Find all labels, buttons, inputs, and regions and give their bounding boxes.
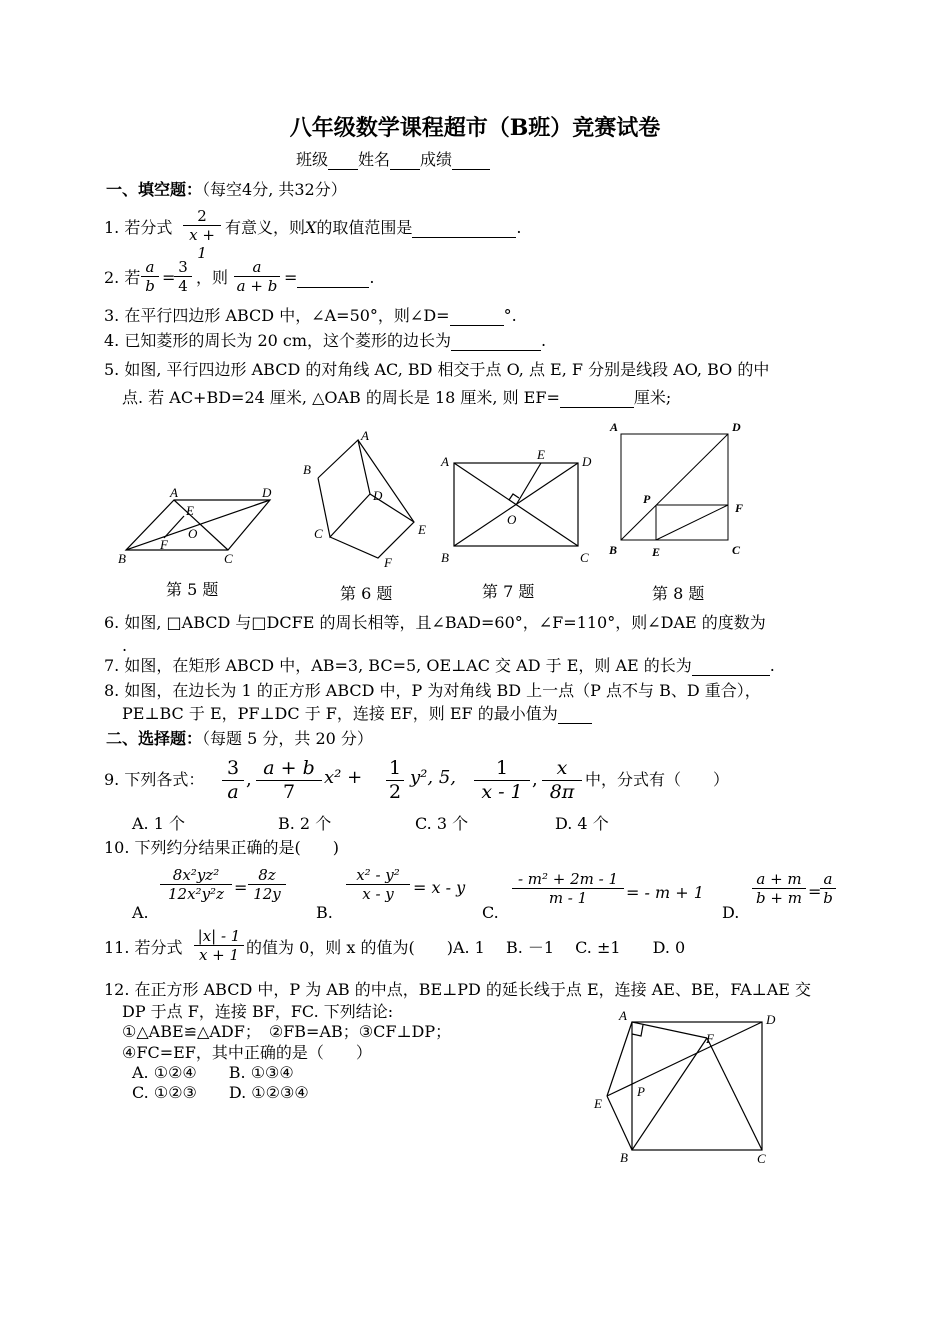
q9-expr-one-half: $\frac{1}{2}$ <box>386 757 404 804</box>
figure-8-labels <box>608 420 743 559</box>
q10-option-b-rhs: = x - y <box>413 878 466 897</box>
question-8-line1: 8. 如图，在边长为 1 的正方形 ABCD 中，P 为对角线 BD 上一点（P 点不与 B、D 重合）， <box>104 681 761 700</box>
svg-text:B: B <box>118 551 126 566</box>
question-9-post: 中，分式有（ ） <box>585 770 730 789</box>
class-label: 班级 <box>296 150 329 169</box>
q7-answer-blank[interactable] <box>692 659 770 676</box>
figure-12 <box>607 1022 762 1150</box>
fig5-diagonal-ac <box>174 500 228 550</box>
fig12-right-angle <box>632 1025 643 1036</box>
svg-text:F: F <box>735 501 744 515</box>
fig7-line-oe <box>516 463 541 505</box>
fig7-right-angle <box>509 494 519 500</box>
svg-text:D: D <box>766 1012 776 1027</box>
svg-text:A: A <box>610 420 619 434</box>
question-6-line1: 6. 如图, □ABCD 与□DCFE 的周长相等，且∠BAD=60°，∠F=110°，则∠DAE 的度数为 <box>104 613 766 632</box>
caption-figure-5: 第 5 题 <box>166 580 219 599</box>
fig6-parallelogram-dcfe <box>330 440 414 558</box>
q2-answer-line: = . <box>284 268 375 287</box>
figure-12-labels <box>593 1008 776 1166</box>
svg-text:E: E <box>537 447 545 462</box>
q2-equals: = <box>162 268 176 287</box>
svg-text:C: C <box>732 543 741 557</box>
fig12-line-af <box>632 1022 707 1038</box>
question-9-pre: 9. 下列各式： <box>104 770 205 789</box>
svg-text:C: C <box>580 550 589 565</box>
q9-option-d[interactable]: D. 4 个 <box>555 814 609 833</box>
q9-option-c[interactable]: C. 3 个 <box>415 814 469 833</box>
q10-option-c-lhs: $\frac{\text{- m² + 2m - 1}}{m - 1}$ <box>512 870 624 907</box>
question-8-line2: PE⊥BC 于 E，PF⊥DC 于 F，连接 EF，则 EF 的最小值为 <box>122 704 592 724</box>
q10-option-b-lhs: $\frac{\text{x² - y²}}{x - y}$ <box>346 866 410 903</box>
q9-option-a[interactable]: A. 1 个 <box>132 814 185 833</box>
question-5-line1: 5. 如图, 平行四边形 ABCD 的对角线 AC, BD 相交于点 O, 点 E, F 分别是线段 AO, BO 的中 <box>104 360 770 379</box>
q9-expr-x-squared: x² + <box>324 767 363 788</box>
q9-option-b[interactable]: B. 2 个 <box>278 814 332 833</box>
q2-fraction-a-over-a-plus-b: $\frac{a}{a + b}$ <box>234 258 280 295</box>
fig12-line-cf <box>707 1038 762 1150</box>
fig12-square <box>632 1022 762 1150</box>
svg-text:E: E <box>186 503 194 518</box>
question-11-pre: 11. 若分式 <box>104 938 183 957</box>
question-4: 4. 已知菱形的周长为 20 cm，这个菱形的边长为 . <box>104 331 547 350</box>
svg-text:E: E <box>594 1096 602 1111</box>
svg-text:F: F <box>706 1031 714 1046</box>
svg-text:O: O <box>188 526 198 541</box>
svg-text:D: D <box>732 420 741 434</box>
caption-figure-7: 第 7 题 <box>482 582 535 601</box>
q9-expr-3-over-a: $\frac{3}{a}$ <box>222 757 244 804</box>
svg-text:E: E <box>652 545 661 559</box>
svg-text:B: B <box>620 1150 628 1165</box>
svg-text:C: C <box>757 1151 766 1166</box>
q10-option-c-rhs: = - m + 1 <box>626 883 704 902</box>
section1-heading: 一、填空题：（每空4分, 共32分） <box>106 180 347 199</box>
q9-expr-1-over-x-minus-1: $\frac{1}{x - 1}$ <box>474 757 530 804</box>
svg-text:A: A <box>170 485 178 500</box>
svg-text:D: D <box>262 485 272 500</box>
figure-7 <box>454 463 578 546</box>
q10-option-d-lhs: $\frac{a + m}{b + m}$ <box>752 870 806 907</box>
svg-text:B: B <box>303 462 311 477</box>
question-2-pre: 2. 若 <box>104 268 141 287</box>
q12-options-ab[interactable]: A. ①②④ B. ①③④ <box>132 1063 294 1082</box>
figure-8 <box>621 434 728 540</box>
caption-figure-6: 第 6 题 <box>340 584 393 603</box>
q9-expr-x-over-8pi: $\frac{x}{8\pi}$ <box>542 757 582 804</box>
q10-option-d-label[interactable]: D. <box>722 903 740 922</box>
svg-text:B: B <box>609 543 618 557</box>
svg-text:A: A <box>619 1008 627 1023</box>
question-1-pre: 1. 若分式 <box>104 218 173 237</box>
q10-option-b-label[interactable]: B. <box>316 903 333 922</box>
q10-option-d-rhs: $\frac{a}{b}$ <box>820 870 836 907</box>
question-12-line3: ①△ABE≌△ADF； ②FB=AB；③CF⊥DP； <box>122 1022 452 1041</box>
svg-text:A: A <box>361 428 369 443</box>
svg-text:P: P <box>637 1084 645 1099</box>
question-1-post: 有意义，则X的取值范围是 . <box>225 218 522 237</box>
figure-7-labels <box>440 447 592 565</box>
question-11-post: 的值为 0，则 x 的值为( )A. 1 B. －1 C. ±1 D. 0 <box>246 938 686 957</box>
q10-option-a-rhs: $\frac{8z}{12y}$ <box>248 866 286 903</box>
section2-heading: 二、选择题：（每题 5 分，共 20 分） <box>106 729 373 748</box>
fig8-diagonal-bd <box>621 434 728 540</box>
q10-option-a-lhs: $\frac{\text{8x²yz²}}{\text{12x²y²z}}$ <box>160 866 232 903</box>
question-10: 10. 下列约分结果正确的是( ) <box>104 838 340 857</box>
svg-text:B: B <box>441 550 449 565</box>
svg-text:E: E <box>418 522 426 537</box>
figure-6 <box>318 440 414 558</box>
svg-text:O: O <box>507 512 517 527</box>
svg-text:A: A <box>441 454 449 469</box>
question-5-line2: 点. 若 AC+BD=24 厘米, △OAB 的周长是 18 厘米, 则 EF= 厘米; <box>122 388 672 407</box>
q11-fraction: $\frac{|x| - 1}{x + 1}$ <box>194 927 244 964</box>
page-title: 八年级数学课程超市（B班）竞赛试卷 <box>289 115 661 141</box>
q9-expr-a-plus-b-over-7: $\frac{a + b}{7}$ <box>256 757 322 804</box>
q10-option-a-label[interactable]: A. <box>132 903 149 922</box>
fig8-segment-ef <box>656 505 728 540</box>
question-6-line2: . <box>122 636 128 655</box>
svg-text:P: P <box>643 492 651 506</box>
q2-then: ，则 <box>196 268 229 287</box>
question-12-line2: DP 于点 F，连接 BF，FC. 下列结论: <box>122 1002 394 1021</box>
question-12-line1: 12. 在正方形 ABCD 中，P 为 AB 的中点，BE⊥PD 的延长线于点 E，连接 AE、BE，FA⊥AE 交 <box>104 980 812 999</box>
fig12-line-be <box>607 1096 632 1150</box>
q12-options-cd[interactable]: C. ①②③ D. ①②③④ <box>132 1083 309 1102</box>
score-label: 成绩 <box>420 150 453 169</box>
q9-expr-y-squared-5: y², 5, <box>410 767 457 788</box>
figure-5 <box>126 500 270 550</box>
svg-text:F: F <box>384 555 392 570</box>
q10-option-c-label[interactable]: C. <box>482 903 499 922</box>
fig6-parallelogram-abcd <box>318 440 370 537</box>
fig5-segment-ef <box>164 516 184 538</box>
q2-fraction-3-4: $\frac{3}{4}$ <box>174 258 192 295</box>
q2-fraction-a-b: $\frac{a}{b}$ <box>141 258 159 295</box>
name-label: 姓名 <box>358 150 391 169</box>
svg-text:F: F <box>160 537 168 552</box>
svg-text:D: D <box>373 488 383 503</box>
fig12-line-ae <box>607 1022 632 1096</box>
q8-answer-blank[interactable] <box>558 707 592 724</box>
svg-text:D: D <box>582 454 592 469</box>
question-12-line4: ④FC=EF，其中正确的是（ ） <box>122 1043 372 1062</box>
q1-fraction: $\frac{2}{x + 1}$ <box>183 207 221 262</box>
question-7: 7. 如图，在矩形 ABCD 中，AB=3, BC=5, OE⊥AC 交 AD 于 E，则 AE 的长为 . <box>104 656 775 675</box>
question-3: 3. 在平行四边形 ABCD 中，∠A=50°，则∠D= °. <box>104 306 517 325</box>
caption-figure-8: 第 8 题 <box>652 584 705 603</box>
svg-text:C: C <box>314 526 323 541</box>
svg-text:C: C <box>224 551 233 566</box>
